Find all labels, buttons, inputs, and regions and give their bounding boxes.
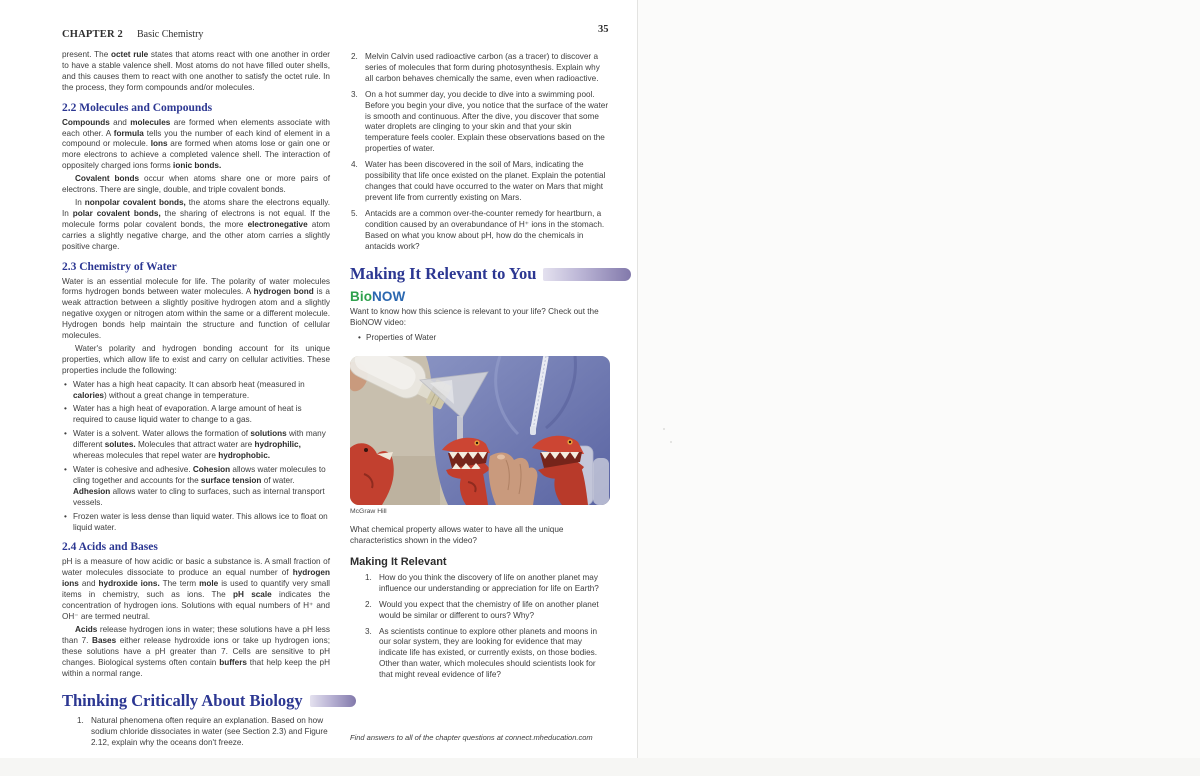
question-item: 5. Antacids are a common over-the-counter remedy for heartburn, a condition caused by an overabundance of H⁺ ions in the stomach. Based on what you know about pH, how do the chemicals in antacids work? [351,208,605,251]
making-it-relevant-to-you-heading: Making It Relevant to You [350,264,537,284]
video-question: What chemical property allows water to have all the unique characteristics shown in the video? [350,525,564,546]
body-paragraph: Acids release hydrogen ions in water; these solutions have a pH less than 7. Bases either release hydroxide ions or take up hydrogen ions; these solutions have a pH greater than 7. Cells are sensitive to pH changes. Biological systems often contain buffers that help keep the pH within a normal range. [62,624,330,678]
scan-dust-speck [670,441,672,443]
bullet-item: • Water is cohesive and adhesive. Cohesion allows water molecules to cling together and accounts for the surface tension of water. Adhesion allows water to cling to surfaces, such as internal transport vessels. [62,465,330,509]
footer-note: Find answers to all of the chapter questions at connect.mheducation.com [350,733,593,743]
intro-paragraph: present. The octet rule states that atoms react with one another in order to have a stable valence shell. Most atoms do not have filled outer shells, and this causes them to react with one another to satisfy the octet rule. In the process, they form compounds and/or molecules. [62,50,331,92]
bullet-item: • Water has a high heat capacity. It can absorb heat (measured in calories) without a great change in temperature. [62,380,330,402]
bullet-item: • Water has a high heat of evaporation. A large amount of heat is required to cause liquid water to change to a gas. [62,404,330,426]
thinking-critically-heading-row [62,691,330,711]
question-item: 1. Natural phenomena often require an explanation. Based on how sodium chloride dissociates in water (see Section 2.3) and Figure 2.12, explain why the oceans don't freeze. [77,716,328,748]
question-item: 4. Water has been discovered in the soil of Mars, indicating the possibility that life once existed on the planet. Explain the potential changes that could have occurred to the water on Mars that might prevent life from currently existing on Mars. [351,160,606,202]
bullet-item: • Water is a solvent. Water allows the formation of solutions with many different solutes. Molecules that attract water are hydrophilic, whereas molecules that repel water are hydrophobic. [62,429,330,462]
page-number: 35 [598,24,609,35]
scan-dust-speck [663,428,665,430]
question-item: 1. How do you think the discovery of life on another planet may influence our understanding or appreciation for life on Earth? [365,572,599,593]
water-properties-list [62,380,330,534]
bionow-video-photo [350,356,610,505]
making-it-relevant-list [350,573,610,681]
chapter-header [62,24,610,42]
photo-zipper-pull [530,426,536,435]
thinking-critically-list [62,716,330,749]
section-heading-2-4: 2.4 Acids and Bases [62,541,158,554]
body-paragraph: Water's polarity and hydrogen bonding account for its unique properties, which allow life to exist and carry on cellular activities. These properties include the following: [62,343,330,375]
making-it-relevant-to-you-heading-row [350,264,610,284]
body-paragraph: In nonpolar covalent bonds, the atoms share the electrons equally. In polar covalent bonds, the sharing of electrons is not equal. If the molecule forms polar covalent bonds, the more electronegative atom carries a slightly negative charge, and the other atom carries a slightly positive charge. [62,197,331,251]
section-heading-2-3: 2.3 Chemistry of Water [62,260,177,273]
page-edge-line [637,0,638,776]
question-item: 2. Would you expect that the chemistry of life on another planet would be similar or different to ours? Why? [365,599,599,620]
heading-bar [543,268,631,281]
question-item: 3. On a hot summer day, you decide to dive into a swimming pool. Before you begin your dive, you notice that the surface of the water is smooth and continuous. After the dive, you discover that some water droplets are clinging to your skin and that your skin temperature feels cooler. Explain these observations based on the properties of water. [351,89,609,154]
question-item: 2. Melvin Calvin used radioactive carbon (as a tracer) to discover a series of molecules that form during photosynthesis. Explain why all carbon behaves chemically the same, even when radioactive. [351,52,600,83]
heading-bar [310,695,356,707]
right-column [350,50,610,742]
chapter-label: CHAPTER 2 [62,29,124,40]
body-paragraph: Covalent bonds occur when atoms share one or more pairs of electrons. There are single, double, and triple covalent bonds. [62,174,330,195]
photo-glass-tube [593,458,609,505]
chapter-questions-list [350,52,610,252]
question-item: 3. As scientists continue to explore other planets and moons in our solar system, they are looking for evidence that may indicate life has existed, or currently exists, on those bodies. Other than water, which molecules should scientists look for that might reveal evidence of life? [365,626,598,680]
thinking-critically-heading: Thinking Critically About Biology [62,691,303,711]
body-paragraph: Water is an essential molecule for life. The polarity of water molecules forms hydrogen bonds between water molecules. A hydrogen bond is a weak attraction between a slightly positive hydrogen atom and a slightly negative oxygen or nitrogen atom within the same or a different molecule. Hydrogen bonds help maintain the structure and function of cellular molecules. [62,276,330,341]
left-column [62,50,330,754]
bionow-intro: Want to know how this science is relevant to your life? Check out the BioNOW video: [350,307,599,328]
bullet-item: • Frozen water is less dense than liquid water. This allows ice to float on liquid water. [62,512,330,534]
making-it-relevant-heading: Making It Relevant [350,555,447,568]
chapter-title: Basic Chemistry [137,29,204,40]
body-paragraph: pH is a measure of how acidic or basic a substance is. A small fraction of water molecules dissociate to produce an equal number of hydrogen ions and hydroxide ions. The term mole is used to quantify very small items in chemistry, such as ions. The pH scale indicates the concentration of hydrogen ions. Solutions with equal numbers of H⁺ and OH⁻ are termed neutral. [62,557,330,621]
section-heading-2-2: 2.2 Molecules and Compounds [62,101,213,114]
scan-bottom-band [0,758,1200,776]
bionow-logo: BioNOW [350,289,406,305]
video-title-bullet: • Properties of Water [350,333,610,344]
photo-credit: McGraw Hill [350,508,387,516]
body-paragraph: Compounds and molecules are formed when elements associate with each other. A formula tells you the number of each kind of element in a compound or molecule. Ions are formed when atoms lose or gain one or more electrons to achieve a completed valence shell. The interaction of oppositely charged ions forms ionic bonds. [62,117,330,171]
photo-illustration [350,356,610,505]
